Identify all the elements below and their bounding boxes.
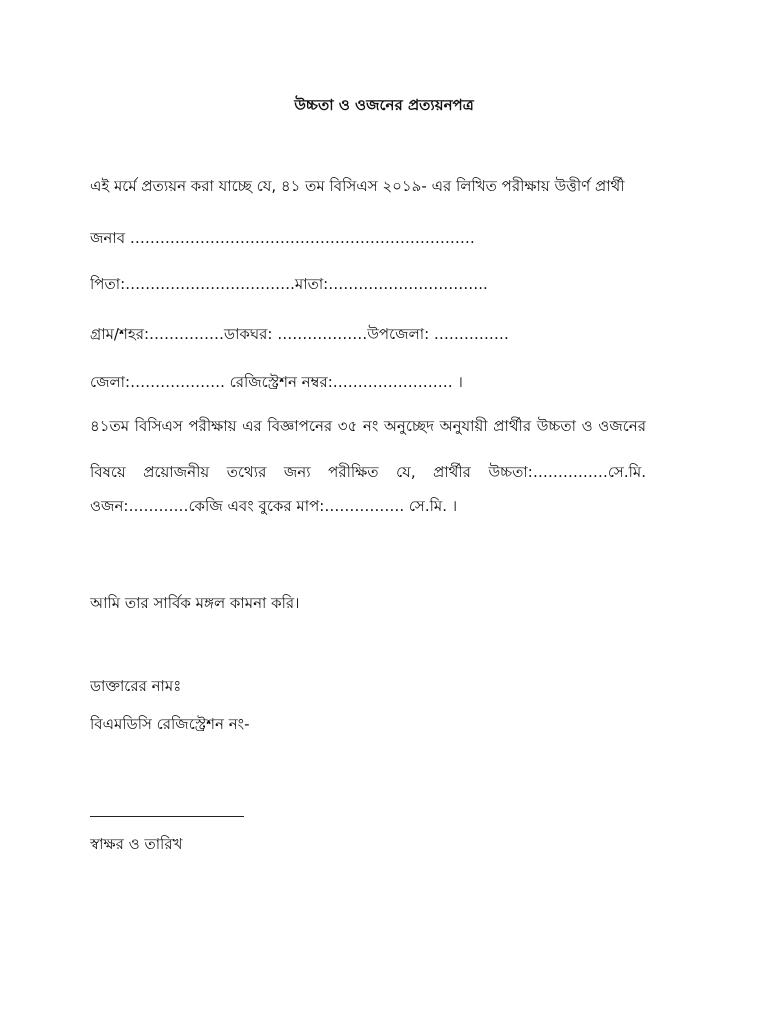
bmdc-registration-label: বিএমডিসি রেজিস্ট্রেশন নং- xyxy=(90,715,250,733)
signature-line xyxy=(90,816,244,817)
address-line: গ্রাম/শহর:……………ডাকঘর: ………………উপজেলা: …………… xyxy=(90,325,509,343)
paragraph-line-2: বিষয়ে প্রয়োজনীয় তথ্যের জন্য পরীক্ষিত যে, প্রার্থীর উচ্চতা:……………সে.মি. xyxy=(90,463,646,481)
intro-line: এই মর্মে প্রত্যয়ন করা যাচ্ছে যে, ৪১ তম বিসিএস ২০১৯- এর লিখিত পরীক্ষায় উত্তীর্ণ প্রার্থী xyxy=(90,177,625,195)
document-title: উচ্চতা ও ওজনের প্রত্যয়নপত্র xyxy=(294,96,474,114)
parents-line: পিতা:…………………………….মাতা:………………………….. xyxy=(90,275,488,293)
paragraph-line-3: ওজন:…………কেজি এবং বুকের মাপ:……………. সে.মি. । xyxy=(90,497,458,515)
paragraph-line-1: ৪১তম বিসিএস পরীক্ষায় এর বিজ্ঞাপনের ৩৫ নং অনুচ্ছেদ অনুযায়ী প্রার্থীর উচ্চতা ও ওজনের xyxy=(90,417,646,435)
wish-line: আমি তার সার্বিক মঙ্গল কামনা করি। xyxy=(90,594,300,612)
district-registration-line: জেলা:………………. রেজিস্ট্রেশন নম্বর:…………………… । xyxy=(90,373,463,391)
signature-date-label: স্বাক্ষর ও তারিখ xyxy=(90,835,183,853)
name-line: জনাব …………………………………………………………… xyxy=(90,229,475,247)
doctor-name-label: ডাক্তারের নামঃ xyxy=(90,677,182,695)
